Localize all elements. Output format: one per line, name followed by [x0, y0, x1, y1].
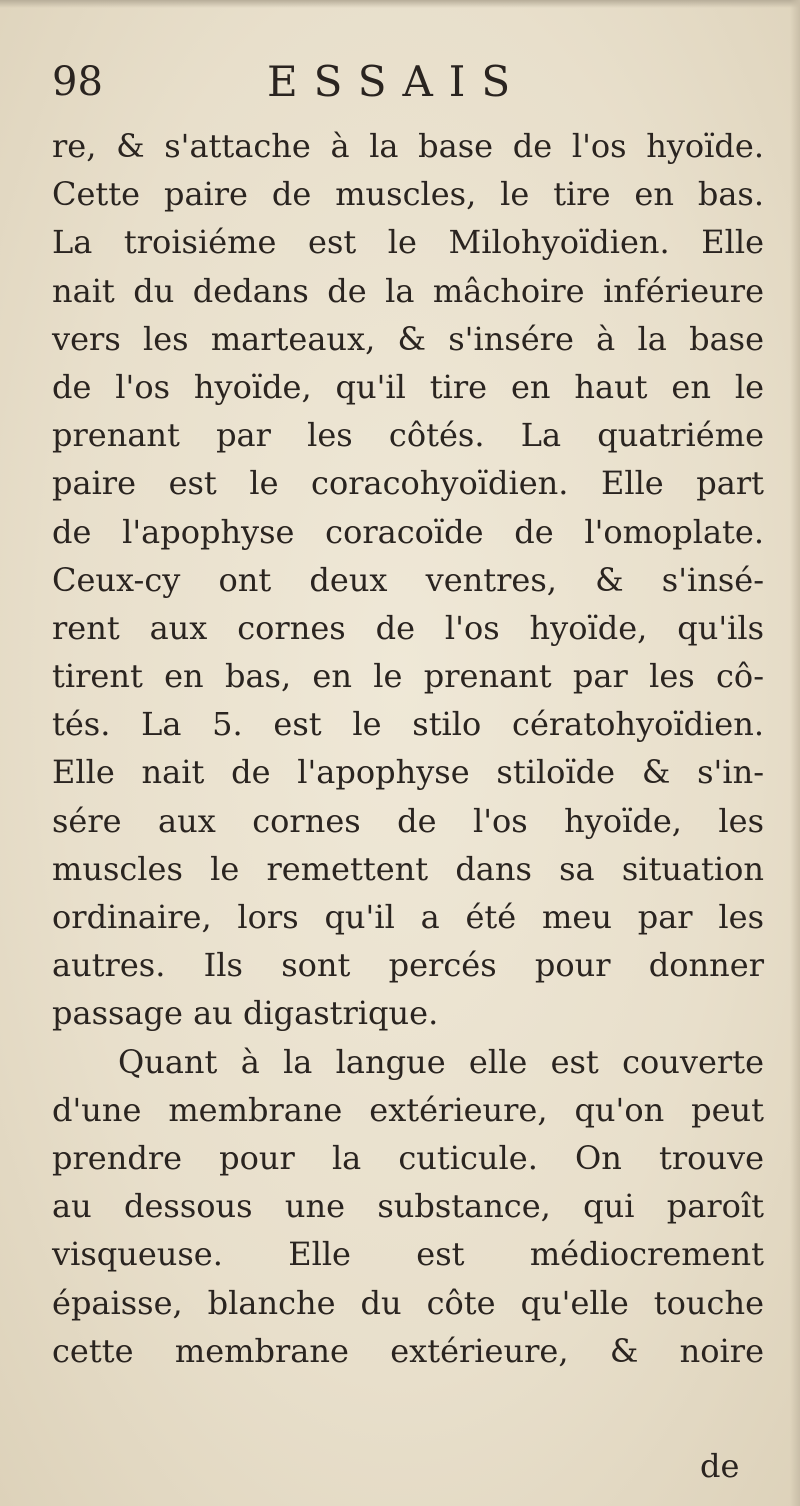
- text-line: épaisse, blanche du côte qu'elle touche: [52, 1283, 764, 1322]
- page-header: [52, 52, 752, 112]
- page-number: 98: [52, 59, 103, 105]
- page-top-shadow: [0, 0, 800, 8]
- text-line: tirent en bas, en le prenant par les cô-: [52, 657, 764, 696]
- text-line: re, & s'attache à la base de l'os hyoïde.: [52, 127, 764, 165]
- text-line: d'une membrane extérieure, qu'on peut: [52, 1090, 764, 1129]
- text-line: de l'os hyoïde, qu'il tire en haut en le: [52, 367, 764, 406]
- text-line: tés. La 5. est le stilo cératohyoïdien.: [52, 705, 764, 744]
- body-text: [52, 122, 764, 1375]
- text-line: passage au digastrique.: [52, 994, 439, 1033]
- text-line: ordinaire, lors qu'il a été meu par les: [52, 898, 764, 936]
- text-line: de l'apophyse coracoïde de l'omoplate.: [52, 512, 764, 551]
- text-line: cette membrane extérieure, & noire: [52, 1331, 764, 1370]
- text-line: Cette paire de muscles, le tire en bas.: [52, 175, 764, 214]
- paragraph-first-line: Quant à la langue elle est couverte: [118, 1042, 764, 1081]
- text-line: visqueuse. Elle est médiocrement: [52, 1235, 764, 1274]
- text-line: autres. Ils sont percés pour donner: [52, 946, 764, 985]
- page-right-shadow: [790, 0, 800, 1506]
- running-head: ESSAIS: [267, 57, 527, 106]
- text-line: sére aux cornes de l'os hyoïde, les: [52, 801, 764, 840]
- text-line: prendre pour la cuticule. On trouve: [52, 1138, 764, 1177]
- text-line: nait du dedans de la mâchoire inférieure: [52, 271, 764, 310]
- text-line: au dessous une substance, qui paroît: [52, 1187, 764, 1226]
- text-line: prenant par les côtés. La quatriéme: [52, 416, 764, 455]
- text-line: rent aux cornes de l'os hyoïde, qu'ils: [52, 608, 764, 647]
- text-line: Elle nait de l'apophyse stiloïde & s'in-: [52, 753, 764, 792]
- text-line: vers les marteaux, & s'insére à la base: [52, 319, 764, 358]
- catchword: de: [700, 1447, 740, 1485]
- text-line: La troisiéme est le Milohyoïdien. Elle: [52, 223, 764, 262]
- text-line: paire est le coracohyoïdien. Elle part: [52, 464, 764, 503]
- text-line: muscles le remettent dans sa situation: [52, 849, 764, 888]
- text-line: Ceux-cy ont deux ventres, & s'insé-: [52, 560, 764, 599]
